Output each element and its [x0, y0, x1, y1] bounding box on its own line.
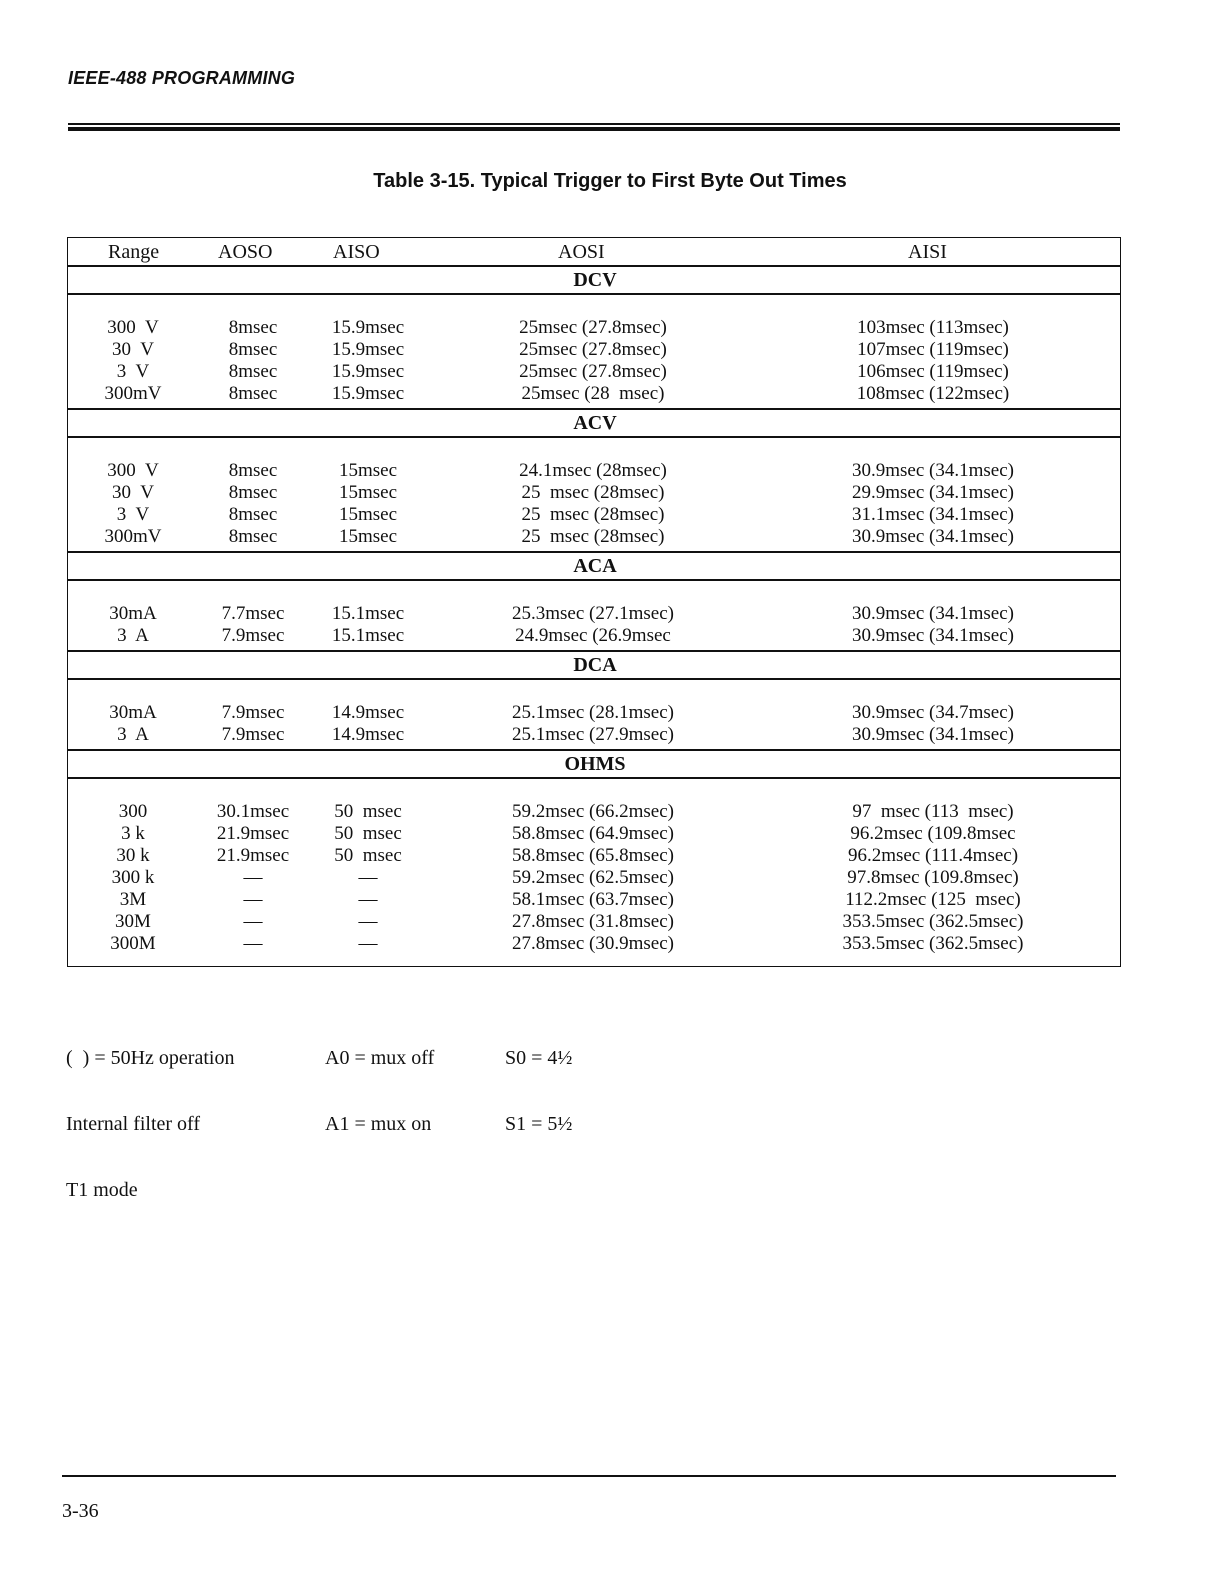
- cell-aosi: 25.3msec (27.1msec): [512, 603, 674, 624]
- cell-aoso: —: [243, 933, 263, 954]
- section-label-ohms: OHMS: [564, 753, 626, 775]
- cell-range: 3 A: [117, 724, 149, 745]
- cell-range: 3 k: [121, 823, 145, 844]
- cell-range: 30 V: [112, 482, 154, 503]
- cell-aisi: 30.9msec (34.1msec): [852, 460, 1014, 481]
- cell-aosi: 27.8msec (30.9msec): [512, 933, 674, 954]
- column-header-aoso: AOSO: [218, 241, 273, 263]
- note-a0: A0 = mux off: [325, 1047, 435, 1069]
- cell-range: 30M: [115, 911, 151, 932]
- cell-aoso: 21.9msec: [216, 823, 290, 844]
- notes-column-2: [325, 1003, 434, 1157]
- cell-aoso: 7.7msec: [221, 603, 285, 624]
- notes-column-3: [505, 1003, 572, 1157]
- section-rule-top: [68, 265, 1120, 267]
- cell-aoso: 8msec: [228, 361, 278, 382]
- cell-aosi: 27.8msec (31.8msec): [512, 911, 674, 932]
- cell-range: 30 k: [116, 845, 150, 866]
- cell-aiso: 15.1msec: [331, 603, 405, 624]
- cell-aoso: 30.1msec: [216, 801, 290, 822]
- cell-aoso: 8msec: [228, 383, 278, 404]
- cell-aiso: 15.9msec: [331, 383, 405, 404]
- cell-aoso: 8msec: [228, 482, 278, 503]
- cell-aisi: 97 msec (113 msec): [852, 801, 1014, 822]
- section-label-aca: ACA: [573, 555, 617, 577]
- cell-aoso: 7.9msec: [221, 724, 285, 745]
- column-header-aosi: AOSI: [558, 241, 605, 263]
- cell-aisi: 353.5msec (362.5msec): [842, 933, 1024, 954]
- page-number: 3-36: [62, 1500, 99, 1522]
- cell-aosi: 25.1msec (27.9msec): [512, 724, 674, 745]
- section-label-dcv: DCV: [573, 269, 617, 291]
- cell-aosi: 58.8msec (64.9msec): [512, 823, 674, 844]
- cell-aisi: 30.9msec (34.7msec): [852, 702, 1014, 723]
- section-rule-bottom: [68, 579, 1120, 581]
- section-rule-top: [68, 408, 1120, 410]
- cell-aiso: —: [358, 911, 378, 932]
- cell-aisi: 30.9msec (34.1msec): [852, 603, 1014, 624]
- cell-range: 3 V: [116, 361, 150, 382]
- section-label-dca: DCA: [573, 654, 617, 676]
- note-s1: S1 = 5½: [505, 1113, 573, 1135]
- cell-aosi: 58.8msec (65.8msec): [512, 845, 674, 866]
- cell-aisi: 97.8msec (109.8msec): [847, 867, 1019, 888]
- cell-aosi: 59.2msec (62.5msec): [512, 867, 674, 888]
- cell-aiso: 15.9msec: [331, 317, 405, 338]
- cell-aisi: 96.2msec (111.4msec): [847, 845, 1019, 866]
- cell-range: 30mA: [109, 603, 157, 624]
- cell-range: 300 V: [107, 317, 159, 338]
- cell-aiso: 15msec: [338, 482, 398, 503]
- table-caption: Table 3-15. Typical Trigger to First Byte Out Times: [373, 170, 847, 192]
- cell-aisi: 103msec (113msec): [857, 317, 1009, 338]
- cell-aisi: 29.9msec (34.1msec): [852, 482, 1014, 503]
- cell-aoso: —: [243, 889, 263, 910]
- cell-aoso: 7.9msec: [221, 702, 285, 723]
- cell-aosi: 25msec (27.8msec): [519, 317, 667, 338]
- cell-aiso: 15.9msec: [331, 361, 405, 382]
- cell-aoso: 8msec: [228, 504, 278, 525]
- section-rule-bottom: [68, 293, 1120, 295]
- cell-aisi: 106msec (119msec): [857, 361, 1009, 382]
- timing-table: [67, 237, 1121, 967]
- cell-range: 300mV: [104, 526, 162, 547]
- cell-aisi: 107msec (119msec): [857, 339, 1009, 360]
- footer-rule: [62, 1475, 1116, 1477]
- cell-aosi: 25.1msec (28.1msec): [512, 702, 674, 723]
- cell-aiso: 15.9msec: [331, 339, 405, 360]
- cell-aisi: 30.9msec (34.1msec): [852, 526, 1014, 547]
- cell-aosi: 25msec (27.8msec): [519, 339, 667, 360]
- note-s0: S0 = 4½: [505, 1047, 573, 1069]
- cell-aiso: 15msec: [338, 526, 398, 547]
- cell-aoso: 8msec: [228, 339, 278, 360]
- cell-range: 300: [118, 801, 148, 822]
- cell-aosi: 25msec (28 msec): [521, 383, 665, 404]
- cell-range: 300mV: [104, 383, 162, 404]
- section-rule-bottom: [68, 777, 1120, 779]
- cell-aisi: 31.1msec (34.1msec): [852, 504, 1014, 525]
- cell-range: 3 A: [117, 625, 149, 646]
- header-rule-thin: [68, 123, 1120, 125]
- cell-range: 300M: [110, 933, 156, 954]
- cell-aosi: 59.2msec (66.2msec): [512, 801, 674, 822]
- cell-aiso: 14.9msec: [331, 702, 405, 723]
- section-rule-bottom: [68, 678, 1120, 680]
- cell-aoso: 21.9msec: [216, 845, 290, 866]
- cell-aiso: 50 msec: [334, 801, 402, 822]
- section-rule-top: [68, 650, 1120, 652]
- cell-aisi: 30.9msec (34.1msec): [852, 724, 1014, 745]
- cell-aiso: —: [358, 933, 378, 954]
- cell-range: 3M: [119, 889, 147, 910]
- column-header-aiso: AISO: [333, 241, 380, 263]
- cell-aosi: 24.9msec (26.9msec: [515, 625, 671, 646]
- cell-aiso: 15.1msec: [331, 625, 405, 646]
- cell-aoso: 8msec: [228, 317, 278, 338]
- note-mode: T1 mode: [66, 1179, 138, 1201]
- cell-aisi: 112.2msec (125 msec): [845, 889, 1021, 910]
- cell-aisi: 108msec (122msec): [856, 383, 1010, 404]
- cell-aosi: 25 msec (28msec): [521, 504, 665, 525]
- cell-aisi: 96.2msec (109.8msec: [850, 823, 1016, 844]
- cell-aosi: 24.1msec (28msec): [519, 460, 667, 481]
- cell-aoso: 7.9msec: [221, 625, 285, 646]
- cell-aisi: 30.9msec (34.1msec): [852, 625, 1014, 646]
- section-rule-top: [68, 749, 1120, 751]
- section-label-acv: ACV: [573, 412, 617, 434]
- cell-aosi: 58.1msec (63.7msec): [512, 889, 674, 910]
- notes-column-1: [66, 1003, 234, 1223]
- cell-range: 3 V: [116, 504, 150, 525]
- section-rule-bottom: [68, 436, 1120, 438]
- cell-aiso: —: [358, 867, 378, 888]
- cell-aoso: —: [243, 867, 263, 888]
- cell-range: 30mA: [109, 702, 157, 723]
- cell-aiso: 15msec: [338, 460, 398, 481]
- cell-aoso: —: [243, 911, 263, 932]
- cell-aosi: 25 msec (28msec): [521, 526, 665, 547]
- page-header-title: IEEE-488 PROGRAMMING: [68, 68, 296, 88]
- section-rule-top: [68, 551, 1120, 553]
- cell-aiso: 15msec: [338, 504, 398, 525]
- cell-aosi: 25 msec (28msec): [521, 482, 665, 503]
- cell-aiso: 50 msec: [334, 823, 402, 844]
- cell-range: 300 k: [111, 867, 155, 888]
- cell-range: 30 V: [112, 339, 154, 360]
- header-rule-thick: [68, 127, 1120, 131]
- cell-range: 300 V: [107, 460, 159, 481]
- cell-aoso: 8msec: [228, 526, 278, 547]
- cell-aisi: 353.5msec (362.5msec): [842, 911, 1024, 932]
- note-a1: A1 = mux on: [325, 1113, 432, 1135]
- column-header-aisi: AISI: [908, 241, 947, 263]
- note-50hz: ( ) = 50Hz operation: [66, 1047, 235, 1069]
- cell-aiso: 50 msec: [334, 845, 402, 866]
- cell-aiso: 14.9msec: [331, 724, 405, 745]
- cell-aiso: —: [358, 889, 378, 910]
- cell-aosi: 25msec (27.8msec): [519, 361, 667, 382]
- note-filter: Internal filter off: [66, 1113, 201, 1135]
- column-header-range: Range: [108, 241, 160, 263]
- cell-aoso: 8msec: [228, 460, 278, 481]
